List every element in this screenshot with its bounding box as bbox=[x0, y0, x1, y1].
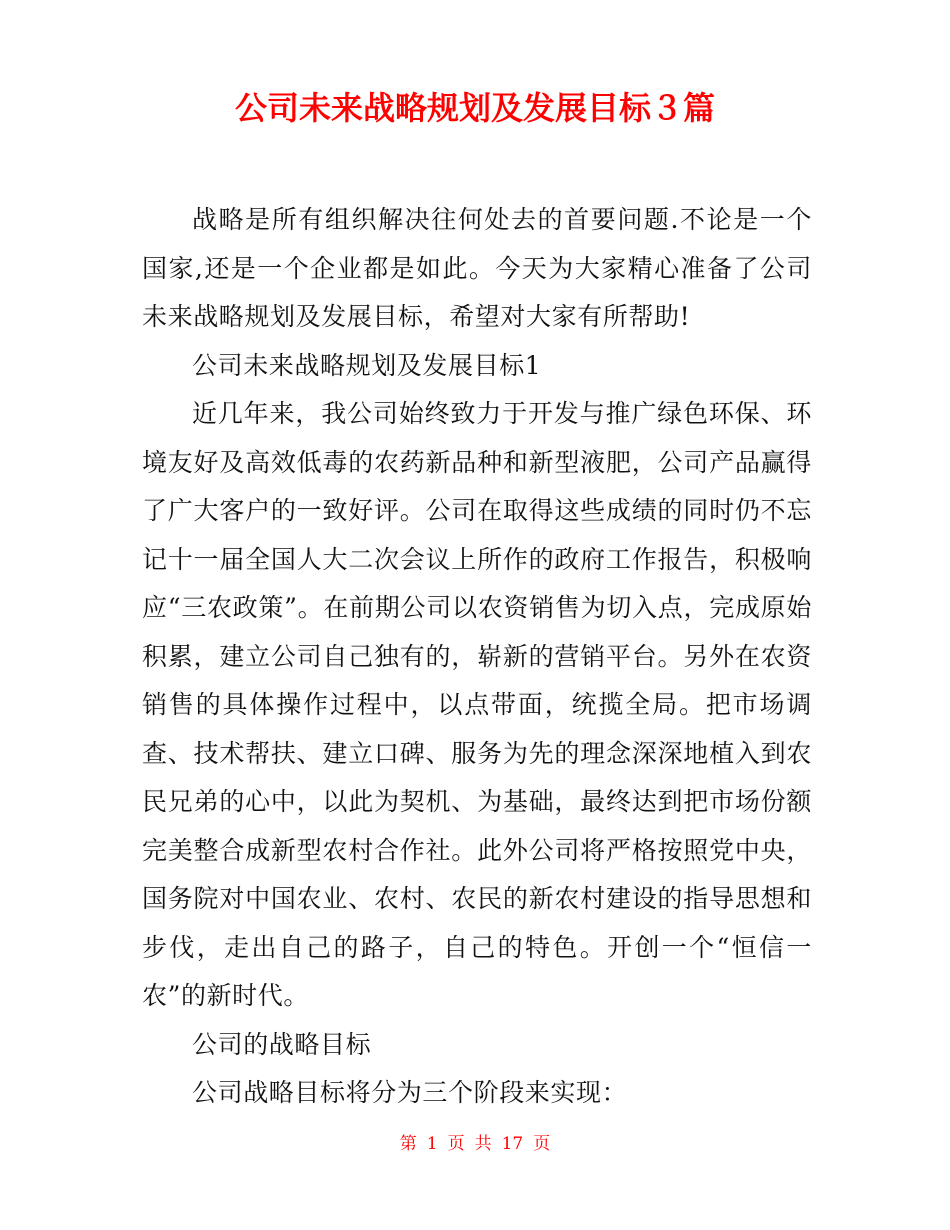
footer-total-prefix: 共 bbox=[474, 1134, 492, 1154]
paragraph-strategy-stages: 公司战略目标将分为三个阶段来实现： bbox=[192, 1078, 628, 1107]
footer-total-pages: 17 bbox=[501, 1134, 524, 1154]
footer-total-unit: 页 bbox=[533, 1134, 551, 1154]
footer-current-page: 1 bbox=[426, 1134, 438, 1154]
document-title: 公司未来战略规划及发展目标３篇 bbox=[234, 89, 715, 127]
section-heading-strategy-goal: 公司的战略目标 bbox=[192, 1029, 372, 1059]
footer-page-unit: 页 bbox=[447, 1134, 465, 1154]
paragraph-section-1: 近几年来，我公司始终致力于开发与推广绿色环保、环境友好及高效低毒的农药新品种和新型液肥，公司产品赢得了广大客户的一致好评。公司在取得这些成绩的同时仍不忘记十一届全国人大二次会议上所作的政府工作报告，积极响应“三农政策”。在前期公司以农资销售为切入点，完成原始积累，建立公司自己独有的，崭新的营销平台。另外在农资销售的具体操作过程中，以点带面，统揽全局。把市场调查、技术帮扶、建立口碑、服务为先的理念深深地植入到农民兄弟的心中，以此为契机、为基础，最终达到把市场份额完美整合成新型农村合作社。此外公司将严格按照党中央，国务院对中国农业、农村、农民的新农村建设的指导思想和步伐，走出自己的路子，自己的特色。开创一个“恒信一农”的新时代。 bbox=[142, 399, 812, 1010]
page-footer bbox=[0, 1132, 950, 1156]
section-heading-1: 公司未来战略规划及发展目标1 bbox=[192, 350, 542, 380]
document-body bbox=[142, 196, 812, 1118]
paragraph-intro: 战略是所有组织解决往何处去的首要问题.不论是一个国家,还是一个企业都是如此。今天为大家精心准备了公司未来战略规划及发展目标，希望对大家有所帮助! bbox=[142, 205, 812, 331]
footer-prefix: 第 bbox=[399, 1134, 417, 1154]
